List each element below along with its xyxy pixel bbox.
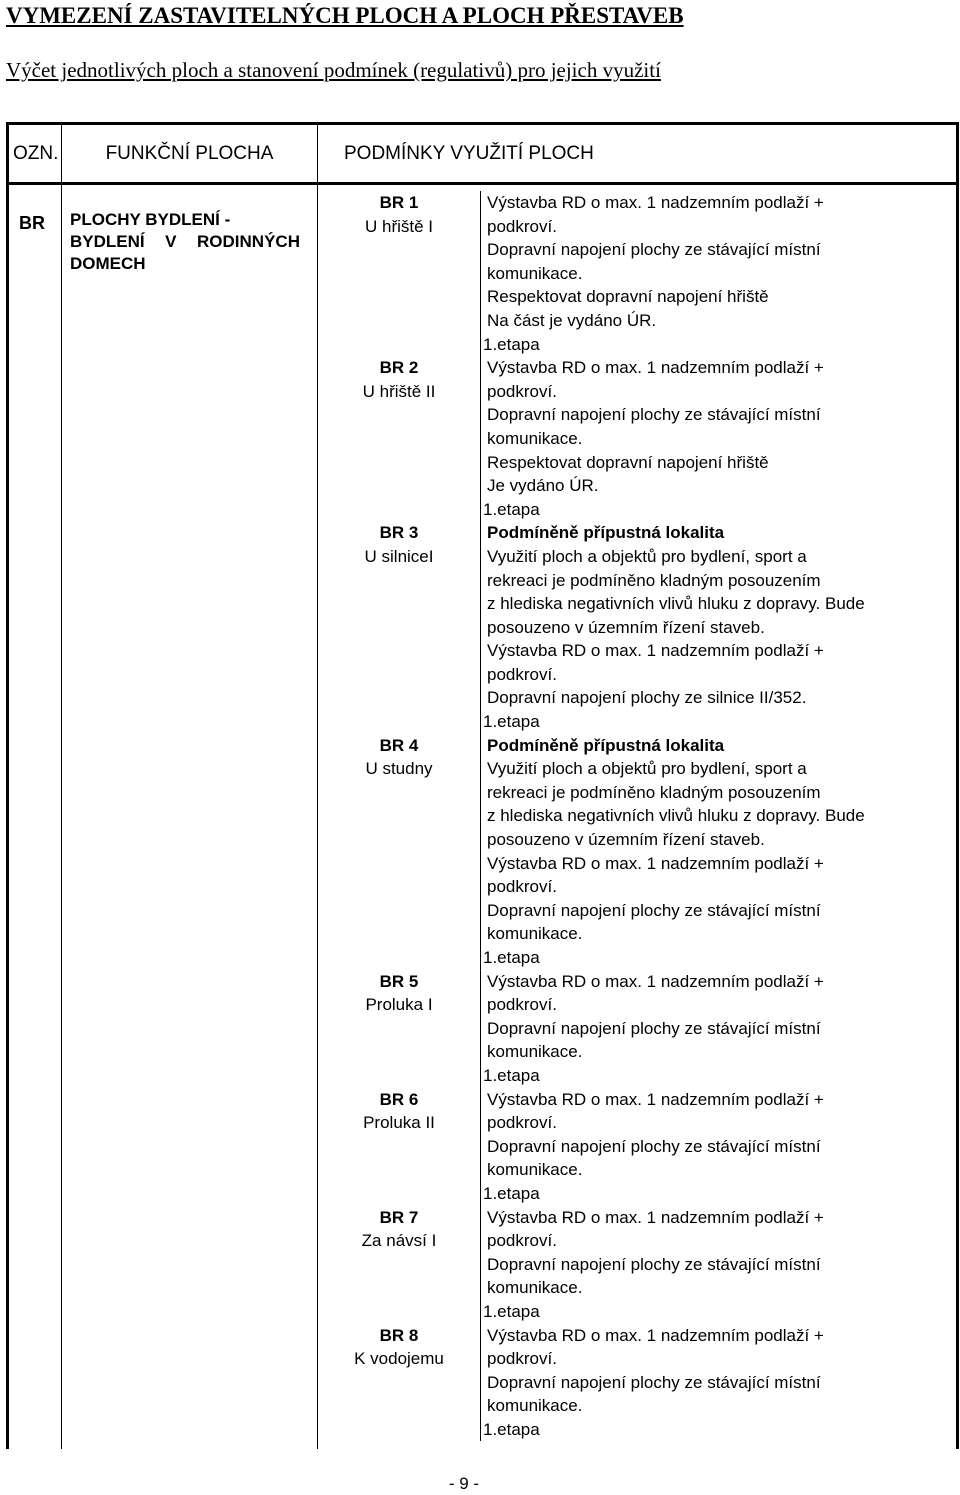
document-title: VYMEZENÍ ZASTAVITELNÝCH PLOCH A PLOCH PŘESTAVEB <box>6 3 684 28</box>
area-name: U studny <box>365 759 433 779</box>
row-code: BR <box>8 184 62 1450</box>
condition-line: Využití ploch a objektů pro bydlení, sport a <box>487 759 807 779</box>
condition-line: Dopravní napojení plochy ze stávající místní <box>487 1136 821 1156</box>
condition-heading: Podmíněně přípustná lokalita <box>487 523 725 543</box>
condition-line: podkroví. <box>487 216 557 236</box>
area-block <box>318 734 956 970</box>
area-label <box>318 521 481 733</box>
area-code: BR 5 <box>379 971 419 991</box>
area-name: K vodojemu <box>354 1349 444 1369</box>
header-conditions: PODMÍNKY VYUŽITÍ PLOCH <box>318 124 958 184</box>
condition-line: Na část je vydáno ÚR. <box>487 310 657 330</box>
table-row <box>8 184 958 1450</box>
function-line-3: DOMECH <box>70 254 146 273</box>
function-word-1: BYDLENÍ <box>70 232 145 251</box>
area-block <box>318 1206 956 1324</box>
area-code: BR 8 <box>379 1325 419 1345</box>
function-word-2: V <box>165 232 177 251</box>
condition-line: Dopravní napojení plochy ze stávající místní <box>487 1254 821 1274</box>
area-label <box>318 734 481 970</box>
header-func: FUNKČNÍ PLOCHA <box>62 124 318 184</box>
condition-line: komunikace. <box>487 1042 583 1062</box>
area-label <box>318 1206 481 1324</box>
area-block <box>318 1324 956 1442</box>
condition-line: podkroví. <box>487 381 557 401</box>
row-function <box>62 184 318 1450</box>
conditions-cell <box>318 184 958 1450</box>
condition-line: komunikace. <box>487 1160 583 1180</box>
area-label <box>318 191 481 356</box>
header-ozn: OZN. <box>8 124 62 184</box>
condition-line: Výstavba RD o max. 1 nadzemním podlaží + <box>487 1089 824 1109</box>
area-code: BR 2 <box>379 358 419 378</box>
area-block <box>318 191 956 356</box>
area-conditions <box>481 1088 956 1206</box>
area-conditions <box>481 734 956 970</box>
document-subtitle: Výčet jednotlivých ploch a stanovení podmínek (regulativů) pro jejich využití <box>6 58 661 82</box>
area-conditions <box>481 1206 956 1324</box>
area-conditions <box>481 1324 956 1442</box>
condition-line: 1.etapa <box>483 1419 540 1439</box>
area-block <box>318 521 956 733</box>
condition-line: podkroví. <box>487 877 557 897</box>
area-conditions <box>481 970 956 1088</box>
function-line-1: PLOCHY BYDLENÍ - <box>70 210 231 229</box>
area-label <box>318 970 481 1088</box>
area-label <box>318 356 481 521</box>
condition-line: podkroví. <box>487 1349 557 1369</box>
area-name: Proluka II <box>363 1113 435 1133</box>
condition-line: 1.etapa <box>483 712 540 732</box>
area-code: BR 3 <box>379 523 419 543</box>
condition-line: Výstavba RD o max. 1 nadzemním podlaží + <box>487 193 824 212</box>
condition-line: komunikace. <box>487 1396 583 1416</box>
area-name: U silniceI <box>364 546 434 566</box>
area-conditions <box>481 356 956 521</box>
condition-line: Výstavba RD o max. 1 nadzemním podlaží + <box>487 971 824 991</box>
condition-line: Dopravní napojení plochy ze stávající místní <box>487 1372 821 1392</box>
area-name: U hřiště II <box>362 381 436 401</box>
function-line-2 <box>70 231 300 253</box>
condition-line: 1.etapa <box>483 499 540 519</box>
condition-line: rekreaci je podmíněno kladným posouzením <box>487 570 821 590</box>
condition-line: Využití ploch a objektů pro bydlení, sport a <box>487 546 807 566</box>
condition-line: komunikace. <box>487 428 583 448</box>
condition-line: 1.etapa <box>483 948 540 967</box>
condition-line: Výstavba RD o max. 1 nadzemním podlaží + <box>487 358 824 378</box>
condition-line: rekreaci je podmíněno kladným posouzením <box>487 782 821 802</box>
area-label <box>318 1088 481 1206</box>
conditions-blocks <box>318 191 956 1441</box>
area-code: BR 1 <box>379 193 419 212</box>
area-code: BR 7 <box>379 1207 419 1227</box>
condition-line: podkroví. <box>487 995 557 1015</box>
area-block <box>318 970 956 1088</box>
condition-line: komunikace. <box>487 263 583 283</box>
condition-line: 1.etapa <box>483 1183 540 1203</box>
regulation-table <box>6 122 959 1449</box>
condition-line: komunikace. <box>487 1278 583 1298</box>
area-name: Za návsí I <box>361 1231 437 1251</box>
area-block <box>318 356 956 521</box>
condition-line: 1.etapa <box>483 1301 540 1321</box>
condition-line: Výstavba RD o max. 1 nadzemním podlaží + <box>487 1207 824 1227</box>
area-block <box>318 1088 956 1206</box>
area-code: BR 4 <box>379 735 419 755</box>
condition-line: Respektovat dopravní napojení hřiště <box>487 287 769 307</box>
condition-line: Je vydáno ÚR. <box>487 476 599 496</box>
condition-line: Dopravní napojení plochy ze silnice II/352. <box>487 688 807 708</box>
table-header-row <box>8 124 958 184</box>
area-code: BR 6 <box>379 1089 419 1109</box>
function-word-3: RODINNÝCH <box>197 232 300 251</box>
area-label <box>318 1324 481 1442</box>
area-name: Proluka I <box>365 995 433 1015</box>
condition-line: 1.etapa <box>483 1065 540 1085</box>
condition-line: Dopravní napojení plochy ze stávající místní <box>487 405 821 425</box>
condition-line: z hlediska negativních vlivů hluku z dopravy. Bude <box>487 806 865 826</box>
condition-line: posouzeno v územním řízení staveb. <box>487 617 765 637</box>
condition-line: Dopravní napojení plochy ze stávající místní <box>487 240 821 260</box>
condition-line: Výstavba RD o max. 1 nadzemním podlaží + <box>487 853 824 873</box>
condition-line: Výstavba RD o max. 1 nadzemním podlaží + <box>487 1325 824 1345</box>
condition-line: podkroví. <box>487 1113 557 1133</box>
condition-line: podkroví. <box>487 1231 557 1251</box>
area-conditions <box>481 191 956 356</box>
condition-heading: Podmíněně přípustná lokalita <box>487 735 725 755</box>
area-conditions <box>481 521 956 733</box>
condition-line: Výstavba RD o max. 1 nadzemním podlaží + <box>487 641 824 661</box>
condition-line: komunikace. <box>487 924 583 944</box>
condition-line: z hlediska negativních vlivů hluku z dopravy. Bude <box>487 594 865 614</box>
condition-line: Dopravní napojení plochy ze stávající místní <box>487 1018 821 1038</box>
condition-line: Dopravní napojení plochy ze stávající místní <box>487 900 821 920</box>
condition-line: Respektovat dopravní napojení hřiště <box>487 452 769 472</box>
page-number: - 9 - <box>448 1474 480 1493</box>
condition-line: 1.etapa <box>483 334 540 354</box>
area-name: U hřiště I <box>364 216 434 236</box>
condition-line: podkroví. <box>487 664 557 684</box>
condition-line: posouzeno v územním řízení staveb. <box>487 830 765 850</box>
